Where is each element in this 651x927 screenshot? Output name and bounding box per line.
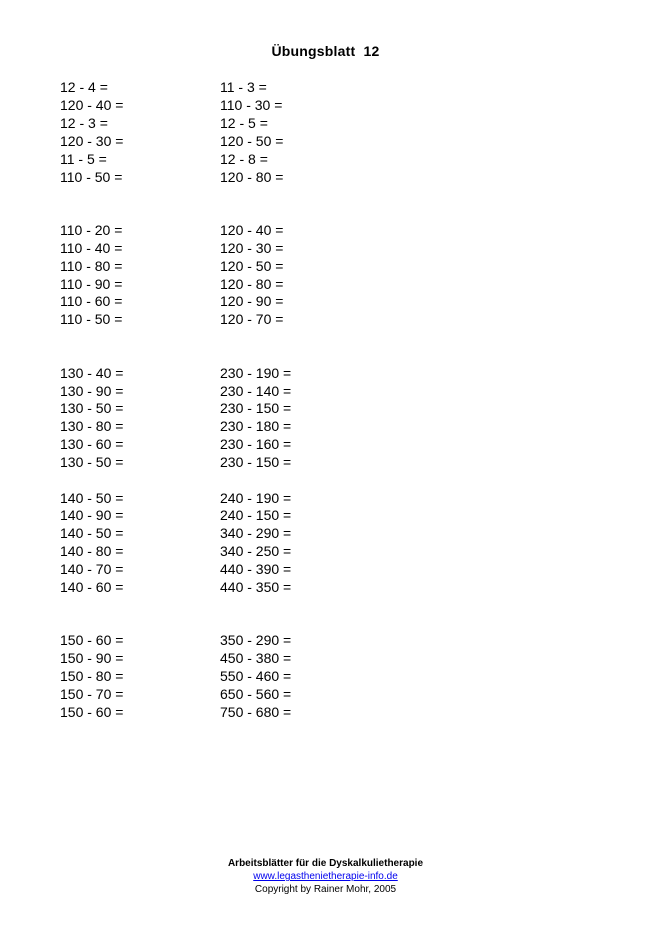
exercise-right: 230 - 190 = [220,365,292,381]
exercise-right: 230 - 150 = [220,400,292,416]
exercise-right: 120 - 80 = [220,169,284,185]
exercise-right: 120 - 80 = [220,276,284,292]
exercise-right: 230 - 160 = [220,436,292,452]
exercise-right: 350 - 290 = [220,632,292,648]
exercise-left: 120 - 40 = [60,97,124,113]
exercise-left: 110 - 90 = [60,276,123,292]
exercise-right: 340 - 290 = [220,525,292,541]
exercise-right: 12 - 8 = [220,151,268,167]
exercise-left: 150 - 60 = [60,632,124,648]
exercise-right: 440 - 390 = [220,561,292,577]
exercise-right: 120 - 40 = [220,222,284,238]
exercise-right: 12 - 5 = [220,115,268,131]
footer-heading: Arbeitsblätter für die Dyskalkulietherapie [227,858,424,869]
exercise-left: 110 - 80 = [60,258,123,274]
exercise-left: 130 - 80 = [60,418,124,434]
exercise-left: 130 - 90 = [60,383,124,399]
exercise-right: 230 - 180 = [220,418,292,434]
exercise-right: 240 - 190 = [220,490,292,506]
exercise-left: 110 - 20 = [60,222,123,238]
exercise-left: 11 - 5 = [60,151,107,167]
exercise-right: 750 - 680 = [220,704,292,720]
exercise-left: 140 - 60 = [60,579,124,595]
exercise-left: 140 - 50 = [60,490,124,506]
exercise-left: 12 - 3 = [60,115,108,131]
exercise-left: 150 - 90 = [60,650,124,666]
exercise-left: 140 - 80 = [60,543,124,559]
exercise-left: 110 - 50 = [60,169,123,185]
exercise-left: 140 - 90 = [60,507,124,523]
worksheet-title: Übungsblatt 12 [271,43,380,59]
footer-website-link[interactable]: www.legasthenietherapie-info.de [253,871,398,882]
exercise-left: 130 - 40 = [60,365,124,381]
exercise-right: 450 - 380 = [220,650,292,666]
exercise-right: 240 - 150 = [220,507,292,523]
exercise-right: 120 - 30 = [220,240,284,256]
exercise-right: 650 - 560 = [220,686,292,702]
exercise-right: 11 - 3 = [220,79,267,95]
page-footer [0,857,651,896]
footer-copyright: Copyright by Rainer Mohr, 2005 [254,884,397,895]
exercise-right: 120 - 50 = [220,258,284,274]
exercise-left: 130 - 60 = [60,436,124,452]
exercise-left: 130 - 50 = [60,400,124,416]
exercise-left: 140 - 50 = [60,525,124,541]
exercise-left: 110 - 50 = [60,311,123,327]
exercise-right: 550 - 460 = [220,668,292,684]
exercise-right: 340 - 250 = [220,543,292,559]
exercise-left: 140 - 70 = [60,561,124,577]
exercise-left: 150 - 70 = [60,686,124,702]
exercise-left: 150 - 80 = [60,668,124,684]
exercise-right: 110 - 30 = [220,97,283,113]
exercise-left: 130 - 50 = [60,454,124,470]
exercise-left: 150 - 60 = [60,704,124,720]
exercise-right: 230 - 150 = [220,454,292,470]
exercise-right: 120 - 50 = [220,133,284,149]
exercise-left: 110 - 40 = [60,240,123,256]
exercise-left: 12 - 4 = [60,79,108,95]
exercise-right: 120 - 90 = [220,293,284,309]
exercise-right: 230 - 140 = [220,383,292,399]
exercise-right: 120 - 70 = [220,311,284,327]
exercise-left: 110 - 60 = [60,293,123,309]
exercise-left: 120 - 30 = [60,133,124,149]
exercise-right: 440 - 350 = [220,579,292,595]
